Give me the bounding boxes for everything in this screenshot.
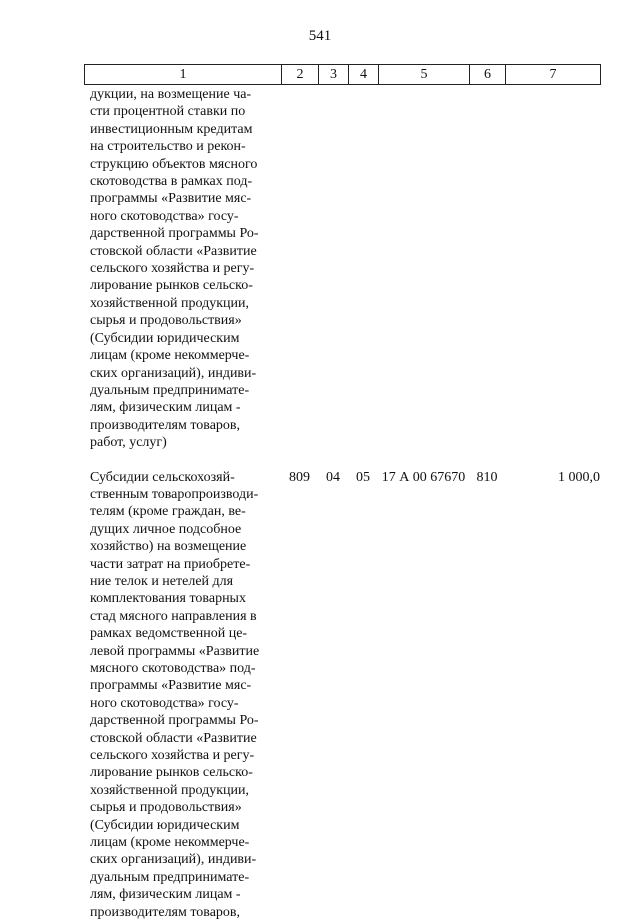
description-line: инвестиционным кредитам — [90, 121, 253, 137]
cell-amount: 1 000,0 — [558, 469, 600, 485]
description-line: ственным товаропроизводи- — [90, 486, 259, 502]
description-line: лирование рынков сельско- — [90, 278, 253, 294]
row-description — [84, 86, 280, 452]
description-line: мясного скотоводства» под- — [90, 661, 256, 676]
column-header-3: 3 — [319, 65, 349, 85]
cell-ministry-code: 809 — [289, 469, 310, 485]
cell-section-code: 04 — [326, 469, 340, 485]
description-line: работ, услуг) — [90, 435, 167, 451]
description-line: дарственной программы Ро- — [90, 713, 259, 729]
description-line: стовской области «Развитие — [90, 243, 257, 259]
description-line: хозяйственной продукции, — [90, 782, 249, 798]
description-line: лям, физическим лицам - — [90, 887, 241, 903]
description-line: программы «Развитие мяс- — [90, 678, 252, 694]
column-header-6: 6 — [470, 65, 506, 85]
description-line: ских организаций), индиви- — [90, 852, 257, 868]
description-line: скотоводства в рамках под- — [90, 174, 253, 190]
page-number: 541 — [308, 28, 332, 44]
description-line: дукции, на возмещение ча- — [90, 87, 252, 102]
description-line: хозяйственной продукции, — [90, 295, 249, 311]
description-line: левой программы «Развитие — [90, 643, 260, 659]
description-line: телям (кроме граждан, ве- — [90, 504, 246, 520]
description-line: сельского хозяйства и регу- — [90, 748, 255, 764]
description-line: сельского хозяйства и регу- — [90, 261, 255, 277]
column-header-5: 5 — [379, 65, 470, 85]
description-line: дуальным предпринимате- — [90, 869, 250, 885]
description-line: ние телок и нетелей для — [90, 573, 234, 589]
cell-target-article: 17 А 00 67670 — [381, 469, 466, 485]
description-line: Субсидии сельскохозяй- — [90, 469, 235, 485]
description-line: (Субсидии юридическим — [90, 817, 240, 833]
table-row — [84, 469, 600, 921]
description-line: лям, физическим лицам - — [90, 400, 241, 416]
description-line: лирование рынков сельско- — [90, 765, 253, 781]
description-line: дущих личное подсобное — [90, 521, 242, 537]
description-line: ного скотоводства» госу- — [90, 208, 239, 224]
column-header-4: 4 — [349, 65, 379, 85]
description-line: ских организаций), индиви- — [90, 365, 257, 381]
description-line: комплектования товарных — [90, 591, 246, 607]
description-line: ного скотоводства» госу- — [90, 695, 239, 711]
description-line: дарственной программы Ро- — [90, 226, 259, 242]
description-line: сырья и продовольствия» — [90, 800, 242, 816]
description-line: рамках ведомственной це- — [90, 626, 248, 642]
column-header-7: 7 — [506, 65, 601, 85]
description-line: части затрат на приобрете- — [90, 556, 251, 572]
column-header-row — [85, 65, 601, 85]
description-line: лицам (кроме некоммерче- — [90, 835, 250, 851]
description-line: дуальным предпринимате- — [90, 382, 250, 398]
column-header-table — [84, 64, 601, 85]
column-header-2: 2 — [282, 65, 319, 85]
description-line: стовской области «Развитие — [90, 730, 257, 746]
table-body — [84, 86, 600, 921]
description-line: программы «Развитие мяс- — [90, 191, 252, 207]
description-line: хозяйство) на возмещение — [90, 539, 247, 555]
description-line: производителям товаров, — [90, 417, 241, 433]
cell-expense-type: 810 — [476, 469, 498, 485]
description-line: лицам (кроме некоммерче- — [90, 348, 250, 364]
description-line: на строительство и рекон- — [90, 139, 246, 155]
description-line: производителям товаров, — [90, 904, 241, 920]
description-line: (Субсидии юридическим — [90, 330, 240, 346]
description-line: сырья и продовольствия» — [90, 313, 242, 329]
table-row — [84, 86, 600, 452]
description-line: струкцию объектов мясного — [90, 156, 258, 172]
column-header-1: 1 — [85, 65, 282, 85]
description-line: стад мясного направления в — [90, 608, 257, 624]
description-line: сти процентной ставки по — [90, 104, 246, 120]
cell-subsection-code: 05 — [356, 469, 370, 485]
row-description — [84, 469, 280, 921]
